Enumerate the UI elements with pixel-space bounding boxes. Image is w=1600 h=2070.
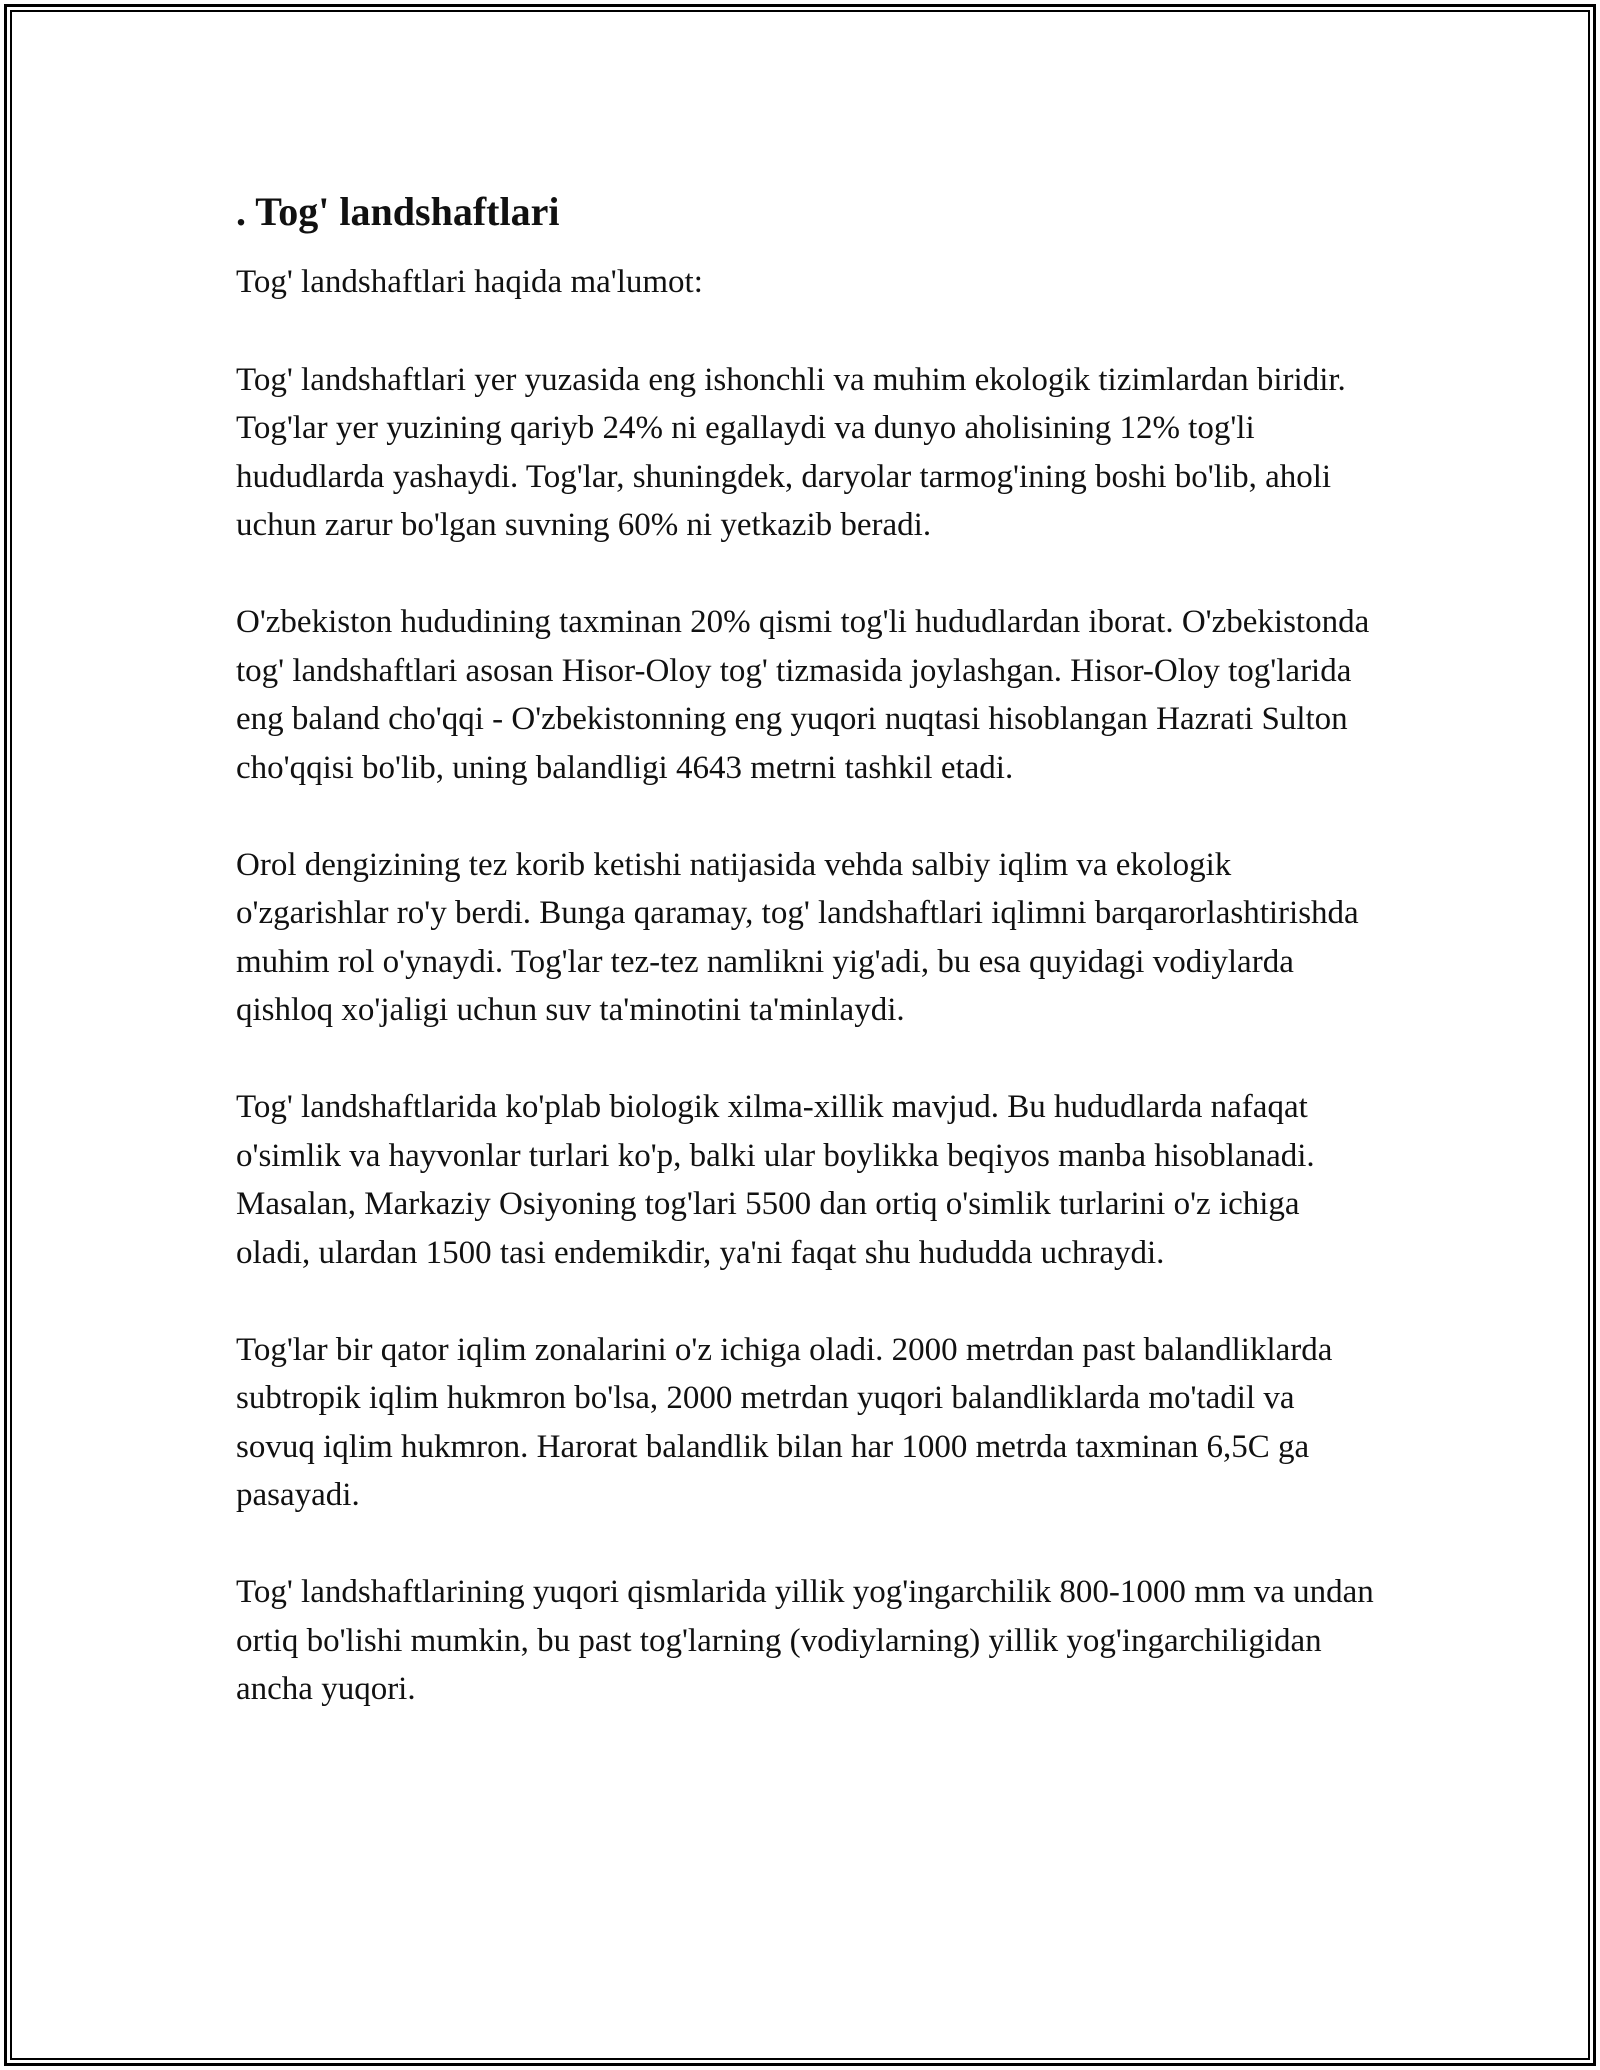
intro-line: Tog' landshaftlari haqida ma'lumot: xyxy=(236,264,703,300)
paragraph-1: Tog' landshaftlari yer yuzasida eng ishonchli va muhim ekologik tizimlardan biridir. Tog'lar yer yuzining qariyb 24% ni egallaydi va dunyo aholisining 12% tog'li hududlarda yashaydi. Tog'lar, shuningdek, daryolar tarmog'ining boshi bo'lib, aholi uchun zarur bo'lgan suvning 60% ni yetkazib beradi. xyxy=(236,361,1346,543)
paragraph-6: Tog' landshaftlarining yuqori qismlarida yillik yog'ingarchilik 800-1000 mm va undan ortiq bo'lishi mumkin, bu past tog'larning (vodiylarning) yillik yog'ingarchiligidan ancha yuqori. xyxy=(236,1574,1374,1707)
document-body xyxy=(236,186,1376,1762)
paragraph-5: Tog'lar bir qator iqlim zonalarini o'z ichiga oladi. 2000 metrdan past balandliklarda subtropik iqlim hukmron bo'lsa, 2000 metrdan yuqori balandliklarda mo'tadil va sovuq iqlim hukmron. Harorat balandlik bilan har 1000 metrda taxminan 6,5C ga pasayadi. xyxy=(236,1331,1333,1513)
paragraph-2: O'zbekiston hududining taxminan 20% qismi tog'li hududlardan iborat. O'zbekistonda tog' landshaftlari asosan Hisor-Oloy tog' tizmasida joylashgan. Hisor-Oloy tog'larida eng baland cho'qqi - O'zbekistonning eng yuqori nuqtasi hisoblangan Hazrati Sulton cho'qqisi bo'lib, uning balandligi 4643 metrni tashkil etadi. xyxy=(236,604,1370,786)
document-title: . Tog' landshaftlari xyxy=(236,189,560,234)
paragraph-4: Tog' landshaftlarida ko'plab biologik xilma-xillik mavjud. Bu hududlarda nafaqat o'simlik va hayvonlar turlari ko'p, balki ular boylikka beqiyos manba hisoblanadi. Masalan, Markaziy Osiyoning tog'lari 5500 dan ortiq o'simlik turlarini o'z ichiga oladi, ulardan 1500 tasi endemikdir, ya'ni faqat shu hududda uchraydi. xyxy=(236,1089,1315,1271)
paragraph-3: Orol dengizining tez korib ketishi natijasida vehda salbiy iqlim va ekologik o'zgarishlar ro'y berdi. Bunga qaramay, tog' landshaftlari iqlimni barqarorlashtirishda muhim rol o'ynaydi. Tog'lar tez-tez namlikni yig'adi, bu esa quyidagi vodiylarda qishloq xo'jaligi uchun suv ta'minotini ta'minlaydi. xyxy=(236,846,1359,1028)
